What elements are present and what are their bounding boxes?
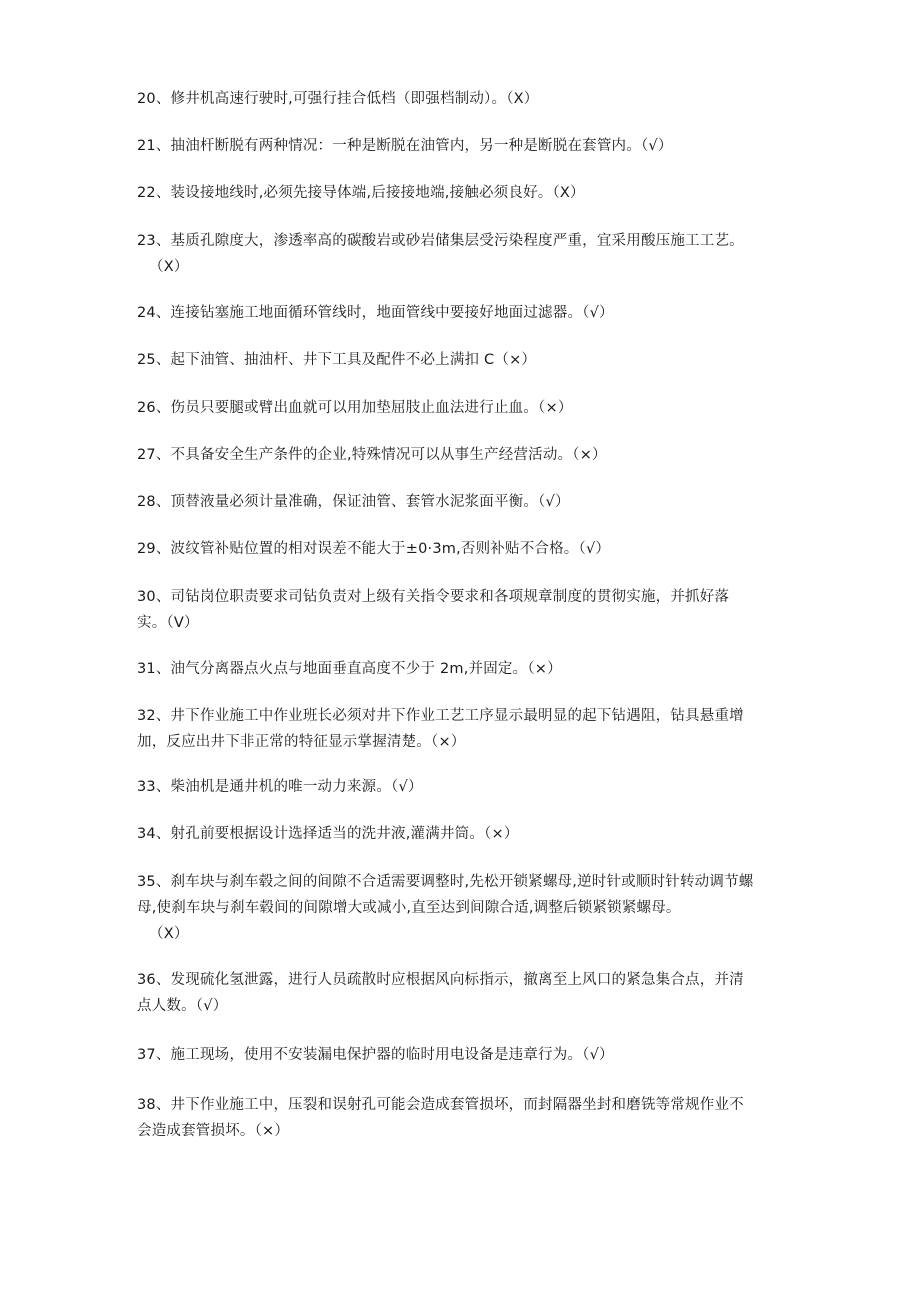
question-32 [137, 703, 787, 755]
question-34 [137, 821, 787, 847]
question-24 [137, 300, 787, 326]
question-line: （X） [149, 926, 189, 942]
question-line: 35、刹车块与刹车毂之间的间隙不合适需要调整时,先松开锁紧螺母,逆时针或顺时针转动调节螺 [137, 874, 754, 890]
question-line: 26、伤员只要腿或臂出血就可以用加垫屈肢止血法进行止血。（×） [137, 400, 573, 416]
question-33 [137, 774, 787, 800]
question-31 [137, 656, 787, 682]
question-37 [137, 1042, 787, 1068]
question-line: 38、井下作业施工中，压裂和误射孔可能会造成套管损坏，而封隔器坐封和磨铣等常规作业不 [137, 1097, 744, 1113]
question-20 [137, 86, 787, 112]
question-38 [137, 1092, 787, 1144]
question-22 [137, 180, 787, 206]
question-line: 23、基质孔隙度大，渗透率高的碳酸岩或砂岩储集层受污染程度严重，宜采用酸压施工工艺。 [137, 233, 744, 249]
question-line: 34、射孔前要根据设计选择适当的洗井液,灌满井筒。（×） [137, 826, 519, 842]
question-line: 36、发现硫化氢泄露，进行人员疏散时应根据风向标指示，撤离至上风口的紧急集合点，并清 [137, 972, 744, 988]
question-line: 27、不具备安全生产条件的企业,特殊情况可以从事生产经营活动。（×） [137, 447, 607, 463]
question-28 [137, 489, 787, 515]
question-line: 加，反应出井下非正常的特征显示掌握清楚。（×） [137, 734, 466, 750]
question-21 [137, 133, 787, 159]
question-line: 37、施工现场，使用不安装漏电保护器的临时用电设备是违章行为。（√） [137, 1047, 614, 1063]
question-36 [137, 967, 787, 1019]
question-line: 实。（V） [137, 615, 199, 631]
question-line: 22、装设接地线时,必须先接导体端,后接接地端,接触必须良好。（X） [137, 185, 585, 201]
question-27 [137, 442, 787, 468]
question-line: 母,使刹车块与刹车毂间的间隙增大或减小,直至达到间隙合适,调整后锁紧锁紧螺母。 [137, 900, 681, 916]
question-line: 28、顶替液量必须计量准确，保证油管、套管水泥浆面平衡。（√） [137, 494, 570, 510]
question-23 [137, 228, 787, 280]
question-line: 点人数。（√） [137, 998, 228, 1014]
question-line: 25、起下油管、抽油杆、井下工具及配件不必上满扣 C（×） [137, 352, 537, 368]
question-30 [137, 584, 787, 636]
question-line: 24、连接钻塞施工地面循环管线时，地面管线中要接好地面过滤器。（√） [137, 305, 614, 321]
question-line: 32、井下作业施工中作业班长必须对井下作业工艺工序显示最明显的起下钻遇阻，钻具悬重增 [137, 708, 744, 724]
question-line: 会造成套管损坏。（×） [137, 1123, 290, 1139]
question-line: （X） [149, 259, 189, 275]
question-line: 21、抽油杆断脱有两种情况：一种是断脱在油管内，另一种是断脱在套管内。（√） [137, 138, 673, 154]
question-line: 29、波纹管补贴位置的相对误差不能大于±0·3m,否则补贴不合格。（√） [137, 541, 611, 557]
question-35 [137, 869, 787, 947]
question-line: 30、司钻岗位职责要求司钻负责对上级有关指令要求和各项规章制度的贯彻实施，并抓好落 [137, 589, 730, 605]
question-29 [137, 536, 787, 562]
question-line: 33、柴油机是通井机的唯一动力来源。（√） [137, 779, 423, 795]
question-line: 31、油气分离器点火点与地面垂直高度不少于 2m,并固定。（×） [137, 661, 562, 677]
question-line: 20、修井机高速行驶时,可强行挂合低档（即强档制动）。（X） [137, 91, 539, 107]
question-25 [137, 347, 787, 373]
question-26 [137, 395, 787, 421]
